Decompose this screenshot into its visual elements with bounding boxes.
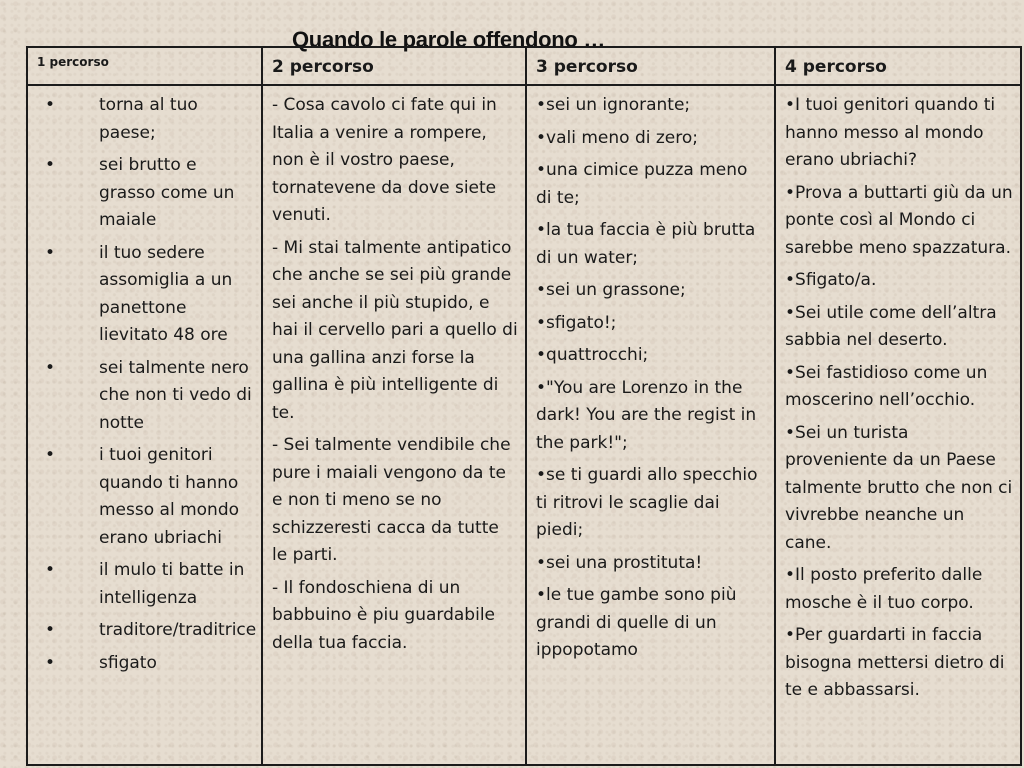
bullet-list xyxy=(37,92,255,677)
insult-paragraph: •una cimice puzza meno di te; xyxy=(536,160,748,208)
insult-paragraph: •quattrocchi; xyxy=(536,345,649,365)
insult-paragraph: •le tue gambe sono più grandi di quelle di un ippopotamo xyxy=(536,585,737,660)
insults-table xyxy=(26,46,1022,766)
insult-paragraph: •Per guardarti in faccia bisogna mettersi dietro di te e abbassarsi. xyxy=(785,625,1005,700)
insult-paragraph: •sei una prostituta! xyxy=(536,552,703,573)
column-body-percorso-4 xyxy=(776,86,1020,764)
insult-paragraph: •sfigato!; xyxy=(536,312,617,333)
insult-paragraph: - Cosa cavolo ci fate qui in Italia a venire a rompere, non è il vostro paese, tornatevene da dove siete venuti. xyxy=(272,95,497,225)
insult-paragraph: •sei un ignorante; xyxy=(536,95,691,115)
bullet-icon: • xyxy=(45,95,56,115)
list-item xyxy=(37,355,255,438)
list-item-text: sei talmente nero che non ti vedo di notte xyxy=(99,357,252,433)
list-item xyxy=(37,650,255,678)
insult-paragraph: •la tua faccia è più brutta di un water; xyxy=(536,220,756,268)
insult-paragraph: - Sei talmente vendibile che pure i maiali vengono da te e non ti meno se no schizzeresti cacca da tutte le parti. xyxy=(272,435,511,565)
column-header-percorso-1: 1 percorso xyxy=(28,48,263,86)
insult-paragraph: •se ti guardi allo specchio ti ritrovi le scaglie dai piedi; xyxy=(536,465,758,540)
column-header-percorso-2: 2 percorso xyxy=(263,48,527,86)
column-header-percorso-3: 3 percorso xyxy=(527,48,776,86)
list-item-text: sfigato xyxy=(99,652,157,673)
list-item-text: il tuo sedere assomiglia a un panettone lievitato 48 ore xyxy=(99,242,233,345)
insult-paragraph: - Il fondoschiena di un babbuino è piu guardabile della tua faccia. xyxy=(272,577,496,653)
list-item xyxy=(37,152,255,235)
list-item xyxy=(37,617,255,645)
insult-paragraph: •Sei utile come dell’altra sabbia nel deserto. xyxy=(785,302,997,350)
list-item-text: sei brutto e grasso come un maiale xyxy=(99,155,235,230)
column-header-percorso-4: 4 percorso xyxy=(776,48,1020,86)
bullet-icon: • xyxy=(45,357,56,378)
insult-paragraph: •Sei un turista proveniente da un Paese talmente brutto che non ci vivrebbe neanche un cane. xyxy=(785,422,1013,553)
insult-paragraph: •Sfigato/a. xyxy=(785,270,877,290)
list-item-text: i tuoi genitori quando ti hanno messo al mondo erano ubriachi xyxy=(99,445,240,548)
column-body-percorso-2 xyxy=(263,86,527,764)
bullet-icon: • xyxy=(45,560,56,580)
column-body-percorso-1 xyxy=(28,86,263,764)
insult-paragraph: •"You are Lorenzo in the dark! You are the regist in the park!"; xyxy=(536,377,757,453)
list-item xyxy=(37,557,255,612)
list-item-text: traditore/traditrice xyxy=(99,620,257,640)
column-body-percorso-3 xyxy=(527,86,776,764)
bullet-icon: • xyxy=(45,155,56,175)
list-item xyxy=(37,240,255,350)
page-title: Quando le parole offendono … xyxy=(292,27,606,52)
bullet-icon: • xyxy=(45,242,56,263)
bullet-icon: • xyxy=(45,652,56,673)
bullet-icon: • xyxy=(45,445,56,465)
bullet-icon: • xyxy=(45,620,56,640)
list-item xyxy=(37,442,255,552)
list-item-text: torna al tuo paese; xyxy=(99,95,198,143)
insult-paragraph: - Mi stai talmente antipatico che anche se sei più grande sei anche il più stupido, e hai il cervello pari a quello di una gallina anzi forse la gallina è più intelligente di te. xyxy=(272,237,518,423)
insult-paragraph: •Prova a buttarti giù da un ponte così al Mondo ci sarebbe meno spazzatura. xyxy=(785,182,1013,258)
insult-paragraph: •I tuoi genitori quando ti hanno messo al mondo erano ubriachi? xyxy=(785,95,996,170)
insult-paragraph: •Il posto preferito dalle mosche è il tuo corpo. xyxy=(785,565,983,613)
list-item-text: il mulo ti batte in intelligenza xyxy=(99,560,245,608)
insult-paragraph: •sei un grassone; xyxy=(536,280,686,300)
insult-paragraph: •Sei fastidioso come un moscerino nell’occhio. xyxy=(785,362,988,410)
insult-paragraph: •vali meno di zero; xyxy=(536,127,698,148)
list-item xyxy=(37,92,255,147)
